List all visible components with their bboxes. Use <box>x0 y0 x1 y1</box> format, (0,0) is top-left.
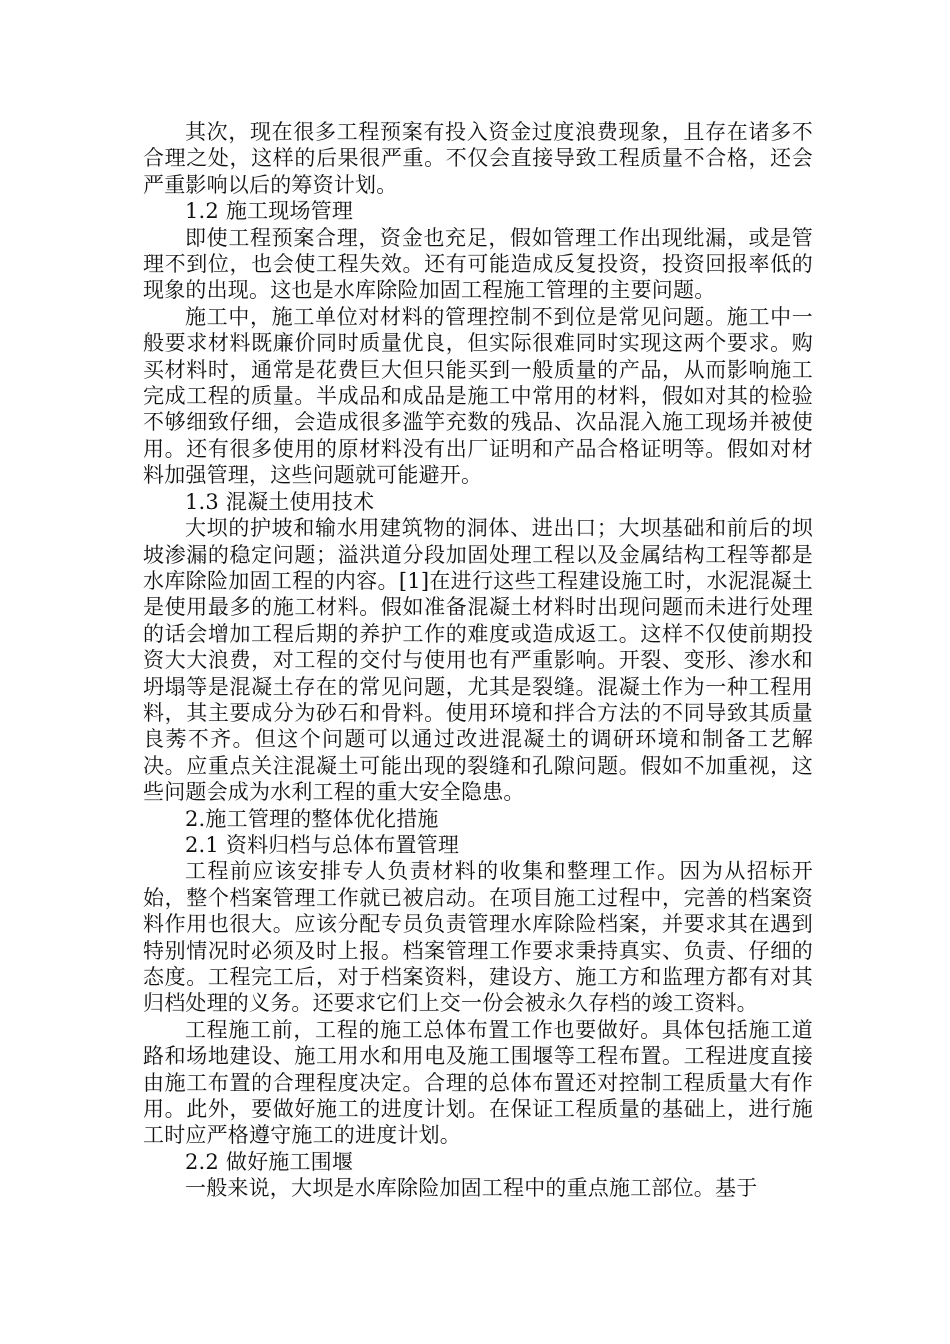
paragraph-site-management: 即使工程预案合理，资金也充足，假如管理工作出现纰漏，或是管理不到位，也会使工程失效。还有可能造成反复投资，投资回报率低的现象的出现。这也是水库除险加固工程施工管理的主要问题。 <box>143 225 813 303</box>
document-body <box>143 119 813 1202</box>
paragraph-concrete-technology: 大坝的护坡和输水用建筑物的洞体、进出口；大坝基础和前后的坝坡渗漏的稳定问题；溢洪道分段加固处理工程以及金属结构工程等都是水库除险加固工程的内容。[1]在进行这些工程建设施工时，水泥混凝土是使用最多的施工材料。假如准备混凝土材料时出现问题而未进行处理的话会增加工程后期的养护工作的难度或造成返工。这样不仅使前期投资大大浪费，对工程的交付与使用也有严重影响。开裂、变形、渗水和坍塌等是混凝土存在的常见问题，尤其是裂缝。混凝土作为一种工程用料，其主要成分为砂石和骨料。使用环境和拌合方法的不同导致其质量良莠不齐。但这个问题可以通过改进混凝土的调研环境和制备工艺解决。应重点关注混凝土可能出现的裂缝和孔隙问题。假如不加重视，这些问题会成为水利工程的重大安全隐患。 <box>143 516 813 805</box>
section-heading-2: 2.施工管理的整体优化措施 <box>185 806 439 831</box>
section-heading-1-2: 1.2 施工现场管理 <box>185 199 354 224</box>
section-heading-2-1: 2.1 资料归档与总体布置管理 <box>185 832 460 857</box>
paragraph-archive-management: 工程前应该安排专人负责材料的收集和整理工作。因为从招标开始，整个档案管理工作就已被启动。在项目施工过程中，完善的档案资料作用也很大。应该分配专员负责管理水库除险档案，并要求其在遇到特别情况时必须及时上报。档案管理工作要求秉持真实、负责、仔细的态度。工程完工后，对于档案资料，建设方、施工方和监理方都有对其归档处理的义务。还要求它们上交一份会被永久存档的竣工资料。 <box>143 859 813 1016</box>
section-heading-2-2: 2.2 做好施工围堰 <box>185 1149 354 1174</box>
paragraph-material-control: 施工中，施工单位对材料的管理控制不到位是常见问题。施工中一般要求材料既廉价同时质量优良，但实际很难同时实现这两个要求。购买材料时，通常是花费巨大但只能买到一般质量的产品，从而影响施工完成工程的质量。半成品和成品是施工中常用的材料，假如对其的检验不够细致仔细，会造成很多滥竽充数的残品、次品混入施工现场并被使用。还有很多使用的原材料没有出厂证明和产品合格证明等。假如对材料加强管理，这些问题就可能避开。 <box>143 304 813 488</box>
section-heading-1-3: 1.3 混凝土使用技术 <box>185 489 375 514</box>
paragraph-cofferdam: 一般来说，大坝是水库除险加固工程中的重点施工部位。基于 <box>185 1176 758 1201</box>
paragraph-funding-waste: 其次，现在很多工程预案有投入资金过度浪费现象，且存在诸多不合理之处，这样的后果很严重。不仅会直接导致工程质量不合格，还会严重影响以后的筹资计划。 <box>143 120 813 197</box>
paragraph-layout-planning: 工程施工前，工程的施工总体布置工作也要做好。具体包括施工道路和场地建设、施工用水和用电及施工围堰等工程布置。工程进度直接由施工布置的合理程度决定。合理的总体布置还对控制工程质量大有作用。此外，要做好施工的进度计划。在保证工程质量的基础上，进行施工时应严格遵守施工的进度计划。 <box>143 1017 813 1148</box>
